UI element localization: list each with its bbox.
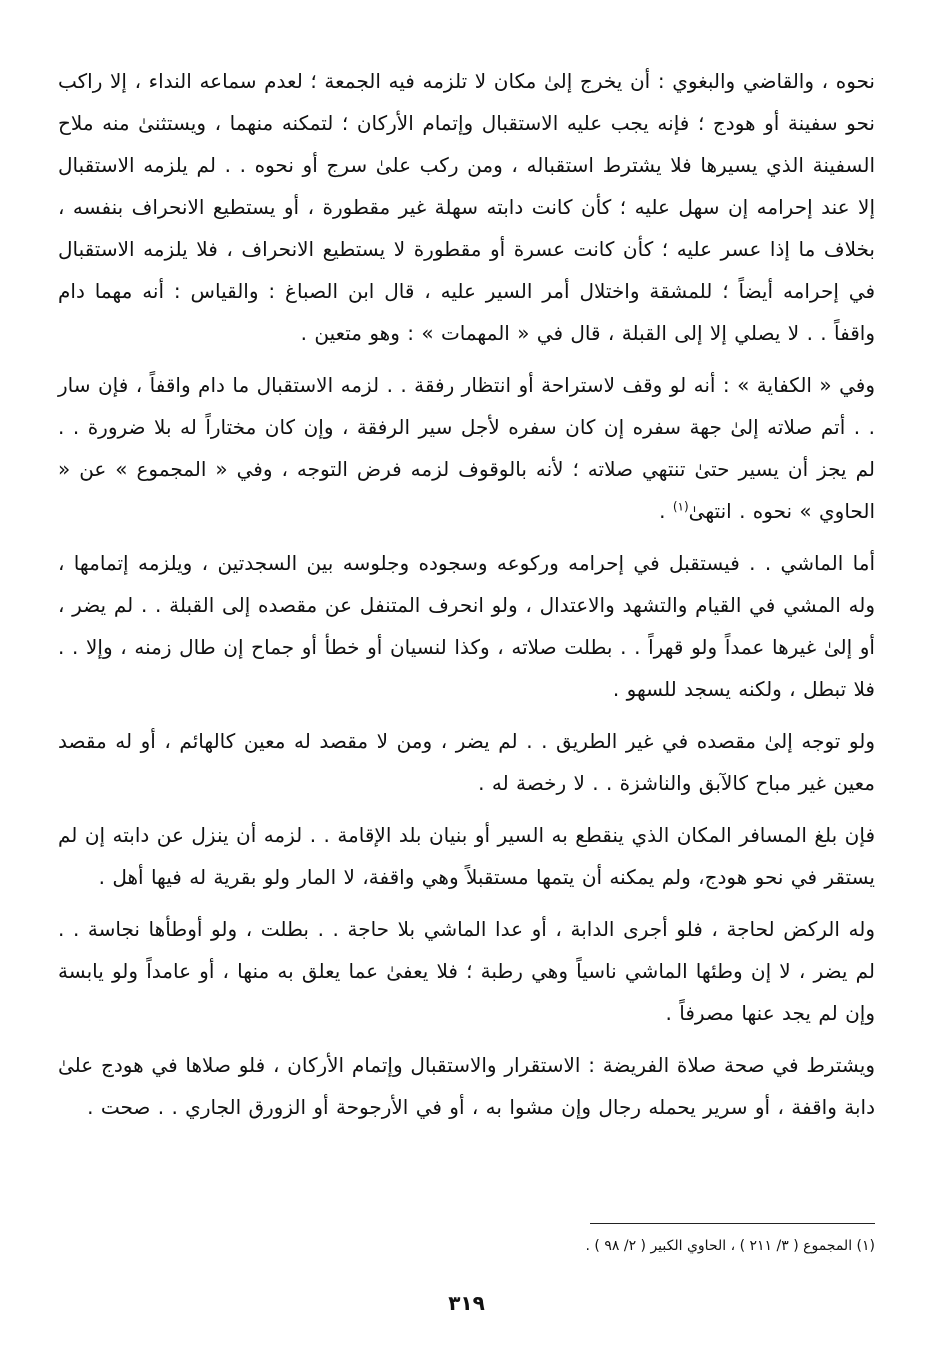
paragraph-2-text: وفي « الكفاية » : أنه لو وقف لاستراحة أو انتظار رفقة . . لزمه الاستقبال ما دام واقفاً ، فإن سار . . أتم صلاته إلىٰ جهة سفره إن كان سفره لأجل سير الرفقة ، وإن كان مختاراً له بلا ضرورة . . لم يجز أن يسير حتىٰ تنتهي صلاته ؛ لأنه بالوقوف لزمه فرض التوجه ، وفي « المجموع » عن « الحاوي » نحوه . انتهىٰ bbox=[58, 373, 875, 523]
paragraph-1: نحوه ، والقاضي والبغوي : أن يخرج إلىٰ مكان لا تلزمه فيه الجمعة ؛ لعدم سماعه النداء ، إلا راكب نحو سفينة أو هودج ؛ فإنه يجب عليه الاستقبال وإتمام الأركان ؛ لتمكنه منهما ، ويستثنىٰ منه ملاح السفينة الذي يسيرها فلا يشترط استقباله ، ومن ركب علىٰ سرج أو نحوه . . لم يلزمه الاستقبال إلا عند إحرامه إن سهل عليه ؛ كأن كانت دابته سهلة غير مقطورة ، أو يستطيع الانحراف بنفسه ، بخلاف ما إذا عسر عليه ؛ كأن كانت عسرة أو مقطورة لا يستطيع الانحراف ، فلا يلزمه الاستقبال في إحرامه أيضاً ؛ للمشقة واختلال أمر السير عليه ، قال ابن الصباغ : والقياس : أنه مهما دام واقفاً . . لا يصلي إلا إلى القبلة ، قال في « المهمات » : وهو متعين . bbox=[58, 69, 875, 345]
paragraph-4: ولو توجه إلىٰ مقصده في غير الطريق . . لم يضر ، ومن لا مقصد له معين كالهائم ، أو له مقصد معين غير مباح كالآبق والناشزة . . لا رخصة له . bbox=[58, 729, 875, 795]
paragraph-3: أما الماشي . . فيستقبل في إحرامه وركوعه وسجوده وجلوسه بين السجدتين ، ويلزمه إتمامها ، وله المشي في القيام والتشهد والاعتدال ، ولو انحرف المتنفل عن مقصده إلى القبلة . . لم يضر ، أو إلىٰ غيرها عمداً ولو قهراً . . بطلت صلاته ، وكذا لنسيان أو خطأ أو جماح إن طال زمنه ، وإلا . . فلا تبطل ، ولكنه يسجد للسهو . bbox=[58, 551, 875, 701]
paragraph-6: وله الركض لحاجة ، فلو أجرى الدابة ، أو عدا الماشي بلا حاجة . . بطلت ، ولو أوطأها نجاسة . . لم يضر ، لا إن وطئها الماشي ناسياً وهي رطبة ؛ فلا يعفىٰ عما يعلق به منها ، أو عامداً ولو يابسة وإن لم يجد عنها مصرفاً . bbox=[58, 917, 875, 1025]
footnote: (١) المجموع ( ٣/ ٢١١ ) ، الحاوي الكبير ( ٢/ ٩٨ ) . bbox=[585, 1238, 875, 1254]
book-page bbox=[58, 60, 875, 1346]
paragraph-7: ويشترط في صحة صلاة الفريضة : الاستقرار والاستقبال وإتمام الأركان ، فلو صلاها في هودج علىٰ دابة واقفة ، أو سرير يحمله رجال وإن مشوا به ، أو في الأرجوحة أو الزورق الجاري . . صحت . bbox=[58, 1053, 875, 1119]
paragraph-2-tail: . bbox=[659, 499, 673, 523]
paragraph-2 bbox=[58, 364, 875, 532]
paragraph-5: فإن بلغ المسافر المكان الذي ينقطع به السير أو بنيان بلد الإقامة . . لزمه أن ينزل عن دابته إن لم يستقر في نحو هودج، ولم يمكنه أن يتمها مستقبلاً وهي واقفة، لا المار ولو بقرية له فيها أهل . bbox=[58, 823, 875, 889]
footnote-divider bbox=[590, 1223, 875, 1224]
footnote-reference: (١) bbox=[672, 499, 689, 514]
page-number: ٣١٩ bbox=[448, 1291, 485, 1315]
